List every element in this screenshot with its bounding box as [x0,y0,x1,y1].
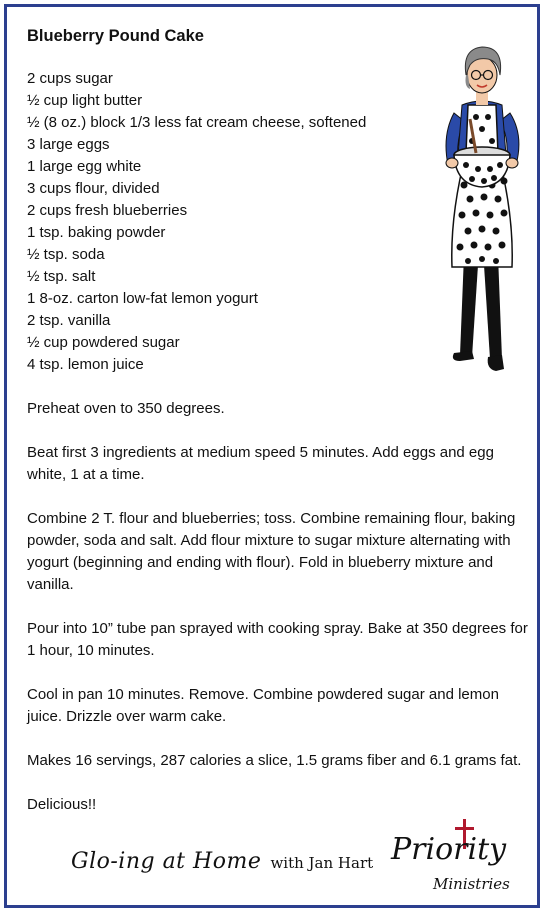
recipe-title: Blueberry Pound Cake [27,27,204,45]
ingredient-item: ½ tsp. salt [27,268,96,285]
ingredient-item: ½ (8 oz.) block 1/3 less fat cream cheese, softened [27,114,367,131]
ingredient-item: ½ cup light butter [27,92,143,109]
ingredient-item: 1 tsp. baking powder [27,224,166,241]
instruction-step: Cool in pan 10 minutes. Remove. Combine powdered sugar and lemon juice. Drizzle over warm cake. [27,686,499,725]
ingredient-item: 2 tsp. vanilla [27,312,111,329]
priority-ministries-logo [383,815,513,907]
ingredient-item: 3 cups flour, divided [27,180,160,197]
ingredient-item: ½ cup powdered sugar [27,334,180,351]
ingredient-item: ½ tsp. soda [27,246,105,263]
brand-byline: with Jan Hart [270,854,374,872]
brand-script: Glo-ing at Home [71,849,262,874]
instruction-step: Pour into 10” tube pan sprayed with cooking spray. Bake at 350 degrees for 1 hour, 10 minutes. [27,620,528,659]
instruction-step: Delicious!! [27,796,97,813]
ingredient-item: 1 8-oz. carton low-fat lemon yogurt [27,290,258,307]
logo-priority-text: Priority [391,832,507,867]
logo-ministries-text: Ministries [433,875,510,893]
ingredient-item: 2 cups sugar [27,70,113,87]
ingredient-item: 1 large egg white [27,158,142,175]
instruction-step: Beat first 3 ingredients at medium speed 5 minutes. Add eggs and egg white, 1 at a time. [27,444,494,483]
instruction-step: Makes 16 servings, 287 calories a slice, 1.5 grams fiber and 6.1 grams fat. [27,752,522,769]
ingredient-item: 3 large eggs [27,136,110,153]
ingredient-item: 2 cups fresh blueberries [27,202,188,219]
woman-baker-illustration [432,35,532,375]
ingredient-item: 4 tsp. lemon juice [27,356,144,373]
footer-brand [71,849,373,874]
instruction-step: Preheat oven to 350 degrees. [27,400,225,417]
recipe-card [4,4,540,908]
instruction-step: Combine 2 T. flour and blueberries; toss. Combine remaining flour, baking powder, soda and salt. Add flour mixture to sugar mixture alternating with yogurt (beginning and ending with flour). Fold in blueberry mixture and vanilla. [27,510,516,593]
